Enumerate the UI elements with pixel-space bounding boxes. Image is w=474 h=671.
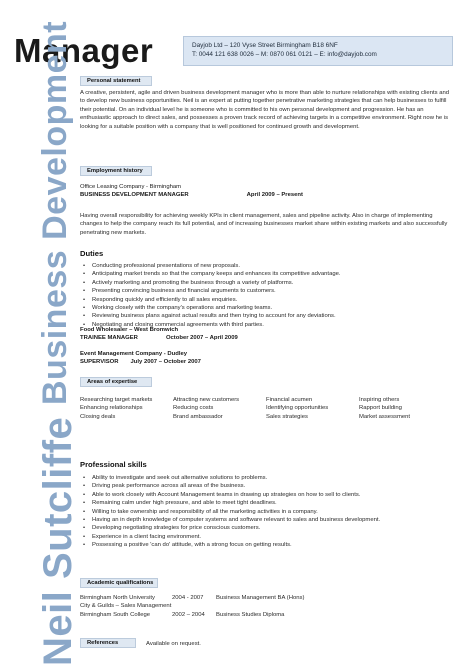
list-item: • Reviewing business plans against actual results and then trying to account for any deviations. xyxy=(82,312,452,320)
list-item: Rapport building xyxy=(359,405,402,412)
job-1-summary: Having overall responsibility for achieving weekly KPIs in client management, sales and pipeline activity. Also in charge of implementing changes to help the company reach its full potential, and of increasing businesses market share within existing markets and also successfully penetrating new markets. xyxy=(80,213,448,236)
list-item: • Actively marketing and promoting the business through a variety of platforms. xyxy=(82,279,452,287)
vertical-candidate-name: Neil Sutcliffe xyxy=(36,416,80,666)
vertical-job-title: Business Development xyxy=(36,20,74,405)
job-1 xyxy=(80,183,303,200)
list-item: Identifying opportunities xyxy=(266,405,329,412)
list-item: • Able to work closely with Account Management teams in drawing up strategies on how to sell to clients. xyxy=(82,491,452,499)
list-item: Attracting new customers xyxy=(173,397,240,403)
list-item xyxy=(80,594,304,602)
contact-box xyxy=(183,36,453,66)
expertise-grid xyxy=(80,396,452,421)
list-item: Researching target markets xyxy=(80,397,153,403)
contact-address: Dayjob Ltd – 120 Vyse Street Birmingham B18 6NF xyxy=(192,42,338,49)
qualification-course: Business Management BA (Hons) xyxy=(216,595,305,601)
qualification-place: City & Guilds – Sales Management xyxy=(80,603,172,610)
areas-of-expertise-label: Areas of expertise xyxy=(80,377,152,387)
list-item: • Remaining calm under high pressure, and able to meet tight deadlines. xyxy=(82,499,452,507)
list-item: • Driving peak performance across all areas of the business. xyxy=(82,482,452,490)
list-item: • Presenting convincing business and financial arguments to customers. xyxy=(82,287,452,295)
job-1-company: Office Leasing Company - Birmingham xyxy=(80,184,182,190)
list-item: Market assessment xyxy=(359,413,411,420)
list-item xyxy=(80,611,304,619)
list-item: • Anticipating market trends so that the company keeps and enhances its competitive advantage. xyxy=(82,270,452,278)
vertical-heading xyxy=(24,20,80,666)
job-2-role: TRAINEE MANAGER xyxy=(80,335,138,342)
qualification-years xyxy=(172,602,216,610)
page-title: Manager xyxy=(14,32,154,69)
job-2-company: Food Wholesaler – West Bromwich xyxy=(80,327,179,333)
list-item: Reducing costs xyxy=(173,405,214,412)
list-item: Enhancing relationships xyxy=(80,405,143,412)
job-3-dates: July 2007 – October 2007 xyxy=(130,359,201,366)
job-3-company: Event Management Company - Dudley xyxy=(80,351,188,357)
job-3-role: SUPERVISOR xyxy=(80,359,119,366)
list-item: • Negotiating and closing commercial agreements with third parties. xyxy=(82,321,452,329)
job-1-role: BUSINESS DEVELOPMENT MANAGER xyxy=(80,192,189,199)
references-text: Available on request. xyxy=(146,641,201,647)
professional-skills-heading: Professional skills xyxy=(80,460,147,469)
employment-history-label: Employment history xyxy=(80,166,152,176)
job-1-dates: April 2009 – Present xyxy=(246,192,303,199)
references-label: References xyxy=(80,638,136,648)
list-item: Financial acumen xyxy=(266,397,313,403)
list-item xyxy=(80,602,304,610)
academic-qualifications-label: Academic qualifications xyxy=(80,578,158,588)
list-item: Brand ambassador xyxy=(173,413,223,420)
list-item: Sales strategies xyxy=(266,413,308,420)
list-item: • Having an in depth knowledge of computer systems and software relevant to sales and business development. xyxy=(82,516,452,524)
qualification-course: Business Studies Diploma xyxy=(216,611,285,618)
contact-phones-email: T: 0044 121 638 0026 – M: 0870 061 0121 – E: info@dayjob.com xyxy=(192,51,377,58)
list-item: Inspiring others xyxy=(359,397,400,403)
duties-heading: Duties xyxy=(80,249,104,258)
list-item: • Willing to take ownership and responsibility of all the marketing activities in a company. xyxy=(82,508,452,516)
qualification-years: 2002 – 2004 xyxy=(172,611,205,618)
job-3 xyxy=(80,350,201,367)
list-item: • Working closely with the company's operations and marketing teams. xyxy=(82,304,452,312)
list-item: • Conducting professional presentations of new proposals. xyxy=(82,262,452,270)
list-item: • Experience in a client facing environment. xyxy=(82,533,452,541)
job-2 xyxy=(80,326,238,343)
qualifications-list xyxy=(80,594,304,619)
duties-list xyxy=(82,262,452,329)
list-item: • Ability to investigate and seek out alternative solutions to problems. xyxy=(82,474,452,482)
qualification-years: 2004 - 2007 xyxy=(172,595,204,601)
qualification-place: Birmingham South College xyxy=(80,611,151,618)
qualification-place: Birmingham North University xyxy=(80,595,155,601)
list-item: • Possessing a positive 'can do' attitude, with a strong focus on getting results. xyxy=(82,541,452,549)
skills-list xyxy=(82,474,452,550)
list-item: • Developing negotiating strategies for price conscious customers. xyxy=(82,524,452,532)
job-2-dates: October 2007 – April 2009 xyxy=(165,335,238,342)
list-item: • Responding quickly and efficiently to all sales enquiries. xyxy=(82,296,452,304)
list-item: Closing deals xyxy=(80,413,116,420)
personal-statement-label: Personal statement xyxy=(80,76,152,86)
personal-statement-text: A creative, persistent, agile and driven business development manager who is more than able to nurture relationships with existing clients and to develop new business opportunities. Neil is an expert at putting together penetrative marketing strategies that can help businesses to fulfill their potential. On an individual level he is someone who is committed to his own personal development and progression. He has an enthusiastic approach to direct sales, and possesses a proven track record of achieving targets in a competitive environment. Right now he is looking for a suitable position with a company that is well positioned for continued growth and development. xyxy=(80,90,450,130)
